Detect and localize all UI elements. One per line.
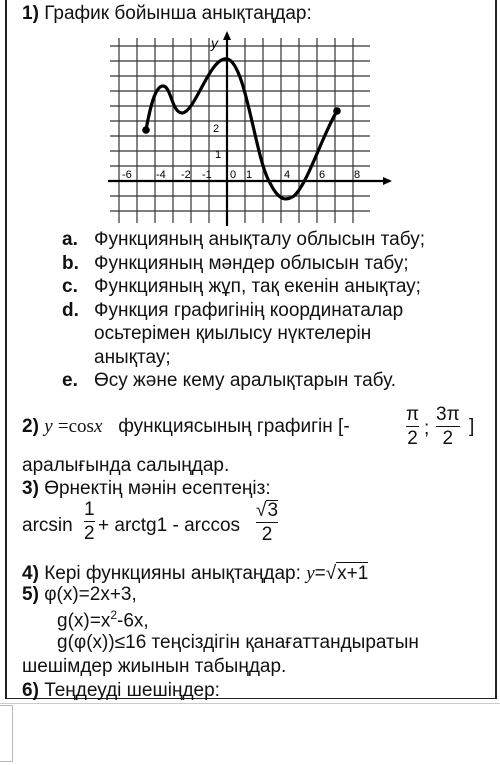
task2-text: функциясының графигін [-: [118, 416, 350, 437]
task1-list: [62, 228, 482, 393]
equals: =: [314, 563, 326, 584]
task5-line2: [57, 608, 149, 632]
tick-label: -4: [156, 169, 166, 181]
task5-line4: шешімдер жиынын табыңдар.: [22, 656, 287, 677]
task-title: Теңдеуді шешіңдер:: [44, 680, 220, 701]
task-number: 1): [22, 3, 39, 24]
tick-label: -2: [181, 169, 191, 181]
g-def-rest: -6x,: [117, 610, 149, 632]
task-number: 5): [22, 584, 39, 605]
task4-line: 4) Кері функцияны анықтаңдар: y=√x+1: [22, 563, 369, 584]
tick-label: -6: [122, 169, 132, 181]
denominator: 2: [407, 428, 418, 449]
var-y: y: [306, 563, 315, 584]
task2-line1: [22, 416, 350, 438]
task6-header: [22, 680, 220, 702]
item-label: a.: [62, 229, 78, 250]
denominator: 2: [84, 523, 95, 544]
item-label: e.: [62, 370, 78, 391]
item-label: d.: [62, 299, 79, 321]
fraction-sqrt3-over-2: [256, 500, 278, 544]
tick-label: 2: [213, 123, 220, 135]
bottom-divider: [0, 703, 500, 704]
list-item: [62, 228, 482, 252]
numerator: 1: [84, 499, 95, 520]
item-text: осьтерімен қиылысу нүктелерін: [94, 323, 372, 344]
list-item: [62, 275, 482, 299]
item-label: [62, 322, 94, 346]
task-title: Өрнектің мәнін есептеңіз:: [44, 478, 271, 499]
g-def: g(x)=x: [57, 610, 111, 632]
task-number: 4): [22, 563, 39, 584]
list-item: [62, 252, 482, 276]
numerator: √3: [256, 500, 279, 521]
item-text: Функция графигінің координаталар: [94, 299, 404, 321]
list-item: [62, 369, 482, 393]
item-text: Функцияның мәндер облысын табу;: [94, 252, 409, 274]
arctg-arccos-text: + arctg1 - arccos: [98, 515, 241, 536]
denominator: 2: [442, 428, 454, 449]
task5-line1: [22, 584, 137, 606]
item-label: c.: [62, 276, 78, 297]
item-text: анықтау;: [94, 346, 171, 368]
separator: ;: [424, 418, 430, 439]
tick-label: 0: [230, 169, 237, 181]
task-number: 6): [22, 680, 39, 701]
var-y: y: [44, 416, 53, 437]
tick-label: 4: [284, 169, 291, 181]
close-bracket: ]: [469, 416, 475, 437]
curve-end-point: [333, 107, 341, 115]
task1-header: [22, 3, 312, 25]
tick-label: 1: [246, 169, 253, 181]
function-graph: [100, 28, 402, 228]
numerator: 3π: [436, 404, 460, 425]
fraction-3pi-over-2: [436, 405, 460, 448]
function-curve: [146, 59, 337, 199]
list-item: [62, 346, 482, 370]
fraction-1-over-2: [84, 500, 95, 543]
task-number: 3): [22, 478, 39, 499]
tick-label: 6: [319, 169, 326, 181]
radicand: 3: [267, 500, 279, 521]
denominator: 2: [261, 524, 273, 545]
item-label: [62, 346, 94, 370]
tick-label: 1: [215, 149, 222, 161]
task-title: График бойынша анықтаңдар:: [44, 3, 312, 24]
item-text: Функцияның жұп, тақ екенін анықтау;: [94, 276, 421, 297]
curve-start-point: [142, 126, 150, 134]
tick-label: -1: [202, 169, 212, 181]
task5-line3: g(φ(x))≤16 теңсіздігін қанағаттандыратын: [57, 632, 419, 653]
axis-y-label: y: [211, 35, 218, 51]
item-text: Өсу және кему аралықтарын табу.: [94, 370, 397, 391]
fraction-pi-over-2: [406, 405, 419, 448]
arcsin-text: arcsin: [22, 515, 73, 536]
radicand: x+1: [337, 563, 369, 584]
list-item: [62, 322, 482, 346]
exponent: 2: [110, 608, 118, 622]
task3-header: [22, 478, 271, 500]
numerator: π: [406, 404, 420, 425]
phi-def: φ(x)=2x+3,: [44, 584, 137, 605]
item-label: b.: [62, 252, 79, 274]
task-number: 2): [22, 416, 39, 437]
task2-line2: аралығында салыңдар.: [22, 455, 230, 476]
tick-label: 8: [354, 169, 361, 181]
list-item: [62, 299, 482, 323]
var-x: x: [93, 416, 103, 437]
task-title: Кері функцияны анықтаңдар:: [44, 563, 301, 584]
scroll-tab: [0, 705, 13, 762]
item-text: Функцияның анықталу облысын табу;: [94, 229, 425, 250]
cos-text: =cos: [57, 416, 94, 437]
